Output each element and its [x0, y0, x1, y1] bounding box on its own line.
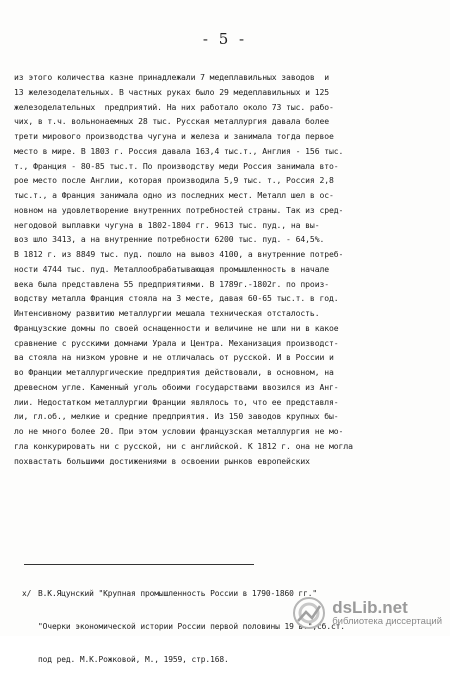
text-line: воз шло 3413, а на внутренние потребности 6200 тыс. пуд. - 64,5%. — [14, 234, 325, 245]
footnote-line: x/ В.К.Яцунский "Крупная промышленность России в 1790-1860 гг." — [22, 589, 318, 598]
footnote-line: "Очерки экономической истории России первой половины 19 в.",сб.ст. — [38, 622, 345, 631]
text-line: новном на удовлетворение внутренних потребностей страны. Так из сред- — [14, 204, 344, 215]
text-line: 13 железоделательных. В частных руках было 29 медеплавильных и 125 — [14, 86, 330, 97]
text-line: века была представлена 55 предприятиями. В 1789г.-1802г. по произ- — [14, 278, 330, 289]
text-line: ли, гл.об., мелкие и средние предприятия. Из 150 заводов крупных бы- — [14, 411, 339, 422]
text-line: Интенсивному развитию металлургии мешала техническая отсталость. — [14, 308, 320, 318]
text-line: ва стояла на низком уровне и не отличалась от русской. И в России и — [14, 352, 334, 363]
body-text — [14, 70, 442, 468]
text-line: из этого количества казне принадлежали 7 медеплавильных заводов и — [14, 72, 330, 82]
text-line: гла конкурировать ни с русской, ни с английской. К 1812 г. она не могла — [14, 440, 353, 451]
text-line: древесном угле. Каменный уголь обоими государствами ввозился из Анг- — [14, 381, 339, 392]
text-line: трети мирового производства чугуна и железа и занимала тогда первое — [14, 131, 334, 141]
footnote-divider — [24, 564, 254, 565]
text-line: ности 4744 тыс. пуд. Металлообрабатывающая промышленность в начале — [14, 263, 330, 274]
text-line: рое место после Англии, которая производила 5,9 тыс. т., Россия 2,8 — [14, 175, 334, 186]
text-line: водству металла Франция стояла на 3 месте, давая 60-65 тыс.т. в год. — [14, 293, 339, 304]
text-line: похвастать большими достижениями в освоении рынков европейских — [14, 455, 310, 466]
dslib-logo-icon — [292, 596, 326, 630]
watermark-title: dsLib.net — [332, 598, 408, 617]
watermark-subtitle: библиотека диссертаций — [332, 616, 442, 627]
text-line: место в мире. В 1803 г. Россия давала 163,4 тыс.т., Англия - 156 тыс. — [14, 145, 344, 156]
footnote-line: под ред. М.К.Рожковой, М., 1959, стр.168. — [38, 655, 229, 664]
text-line: ло не много более 20. При этом условии французская металлургия не мо- — [14, 426, 344, 436]
text-line: В 1812 г. из 8849 тыс. пуд. пошло на вывоз 4100, а внутренние потреб- — [14, 249, 344, 259]
page-number: - 5 - — [202, 30, 248, 48]
text-line: Французские домны по своей оснащенности и величине не шли ни в какое — [14, 322, 339, 333]
text-line: негодовой выплавки чугуна в 1802-1804 гг. 9613 тыс. пуд., на вы- — [14, 219, 320, 230]
text-line: сравнение с русскими домнами Урала и Центра. Механизация производст- — [14, 337, 339, 348]
text-line: во Франции металлургические предприятия действовали, в основном, на — [14, 367, 334, 377]
text-line: тыс.т., а Франция занимала одно из последних мест. Металл шел в ос- — [14, 190, 334, 200]
text-line: лии. Недостатком металлургии Франции являлось то, что ее представля- — [14, 396, 339, 407]
text-line: железоделательных предприятий. На них работало около 73 тыс. рабо- — [14, 101, 334, 112]
watermark[interactable] — [292, 596, 442, 630]
text-line: т., Франция - 80-85 тыс.т. По производству меди Россия занимала вто- — [14, 160, 339, 171]
text-line: чих, в т.ч. вольнонаемных 28 тыс. Русская металлургия давала более — [14, 116, 330, 127]
